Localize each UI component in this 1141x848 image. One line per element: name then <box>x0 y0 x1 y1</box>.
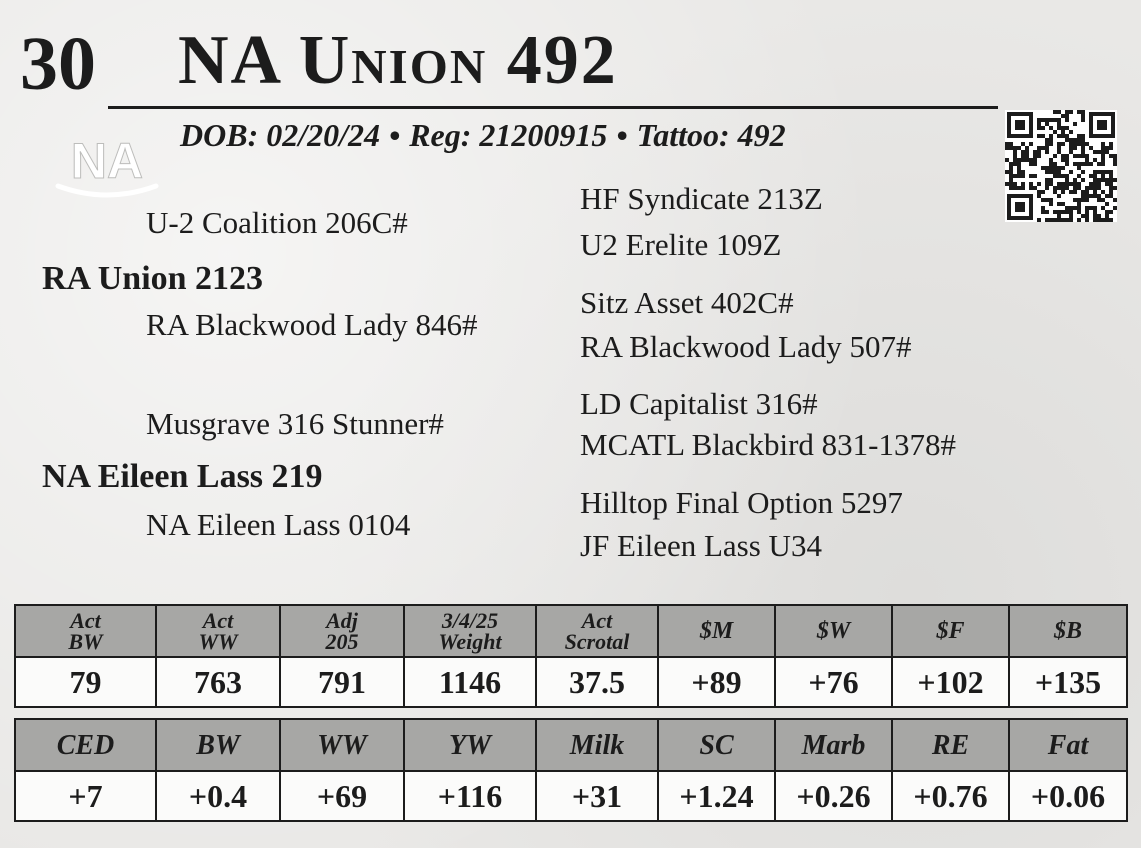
dam-sire: Musgrave 316 Stunner# <box>146 406 444 441</box>
dam-dam: NA Eileen Lass 0104 <box>146 507 411 542</box>
lot-number: 30 <box>20 22 96 106</box>
tattoo: Tattoo: 492 <box>636 117 786 153</box>
header-yw: YW <box>404 719 536 771</box>
header-line: Act <box>70 608 101 633</box>
header-re: RE <box>892 719 1009 771</box>
value-act-scrotal: 37.5 <box>536 657 658 707</box>
value-re: +0.76 <box>892 771 1009 821</box>
header-bw: BW <box>156 719 280 771</box>
header-line: BW <box>68 629 103 654</box>
dam-dam-sire: Hilltop Final Option 5297 <box>580 485 903 520</box>
separator: • <box>616 117 628 153</box>
value-dollar-f: +102 <box>892 657 1009 707</box>
header-dollar-f: $F <box>892 605 1009 657</box>
dam-dam-dam: JF Eileen Lass U34 <box>580 528 822 563</box>
value-ced: +7 <box>15 771 156 821</box>
performance-header-row <box>15 605 1127 657</box>
header-line: Weight <box>438 629 502 654</box>
header-line: Adj <box>326 608 358 633</box>
sire-dam: RA Blackwood Lady 846# <box>146 307 478 342</box>
header-line: Scrotal <box>564 629 630 654</box>
header-milk: Milk <box>536 719 658 771</box>
qr-code[interactable] <box>1005 110 1117 222</box>
dob: DOB: 02/20/24 <box>180 117 380 153</box>
header-line: 205 <box>325 629 359 654</box>
id-line <box>180 116 786 154</box>
header-weight <box>404 605 536 657</box>
header-dollar-m: $M <box>658 605 775 657</box>
value-act-bw: 79 <box>15 657 156 707</box>
separator: • <box>389 117 401 153</box>
value-milk: +31 <box>536 771 658 821</box>
sire-sire-sire: HF Syndicate 213Z <box>580 181 823 216</box>
value-marb: +0.26 <box>775 771 892 821</box>
animal-name: NA Union 492 <box>178 22 618 99</box>
dam-sire-sire: LD Capitalist 316# <box>580 386 818 421</box>
header-sc: SC <box>658 719 775 771</box>
header-dollar-w: $W <box>775 605 892 657</box>
title-divider <box>108 106 998 109</box>
dam-name: NA Eileen Lass 219 <box>42 458 323 495</box>
header-line: Act <box>581 608 613 633</box>
header-act-scrotal <box>536 605 658 657</box>
header-act-bw <box>15 605 156 657</box>
value-fat: +0.06 <box>1009 771 1127 821</box>
sire-dam-sire: Sitz Asset 402C# <box>580 285 794 320</box>
sire-sire: U-2 Coalition 206C# <box>146 205 408 240</box>
logo-text: NA <box>70 133 144 189</box>
sire-name: RA Union 2123 <box>42 260 264 297</box>
header-dollar-b: $B <box>1009 605 1127 657</box>
sire-dam-dam: RA Blackwood Lady 507# <box>580 329 912 364</box>
dam-sire-dam: MCATL Blackbird 831-1378# <box>580 427 956 462</box>
value-act-ww: 763 <box>156 657 280 707</box>
header-line: 3/4/25 <box>441 608 499 633</box>
epd-value-row <box>15 771 1127 821</box>
value-adj-205: 791 <box>280 657 404 707</box>
header-ww: WW <box>280 719 404 771</box>
value-dollar-m: +89 <box>658 657 775 707</box>
registration-number: Reg: 21200915 <box>409 117 608 153</box>
header-act-ww <box>156 605 280 657</box>
header-line: Act <box>202 608 234 633</box>
value-yw: +116 <box>404 771 536 821</box>
value-dollar-b: +135 <box>1009 657 1127 707</box>
ranch-logo <box>52 126 162 206</box>
header-fat: Fat <box>1009 719 1127 771</box>
header-line: WW <box>198 629 238 654</box>
epd-header-row <box>15 719 1127 771</box>
sire-sire-dam: U2 Erelite 109Z <box>580 227 782 262</box>
value-ww: +69 <box>280 771 404 821</box>
header-ced: CED <box>15 719 156 771</box>
value-sc: +1.24 <box>658 771 775 821</box>
epd-table <box>14 718 1128 822</box>
performance-value-row <box>15 657 1127 707</box>
header-marb: Marb <box>775 719 892 771</box>
value-bw: +0.4 <box>156 771 280 821</box>
header-adj-205 <box>280 605 404 657</box>
value-weight: 1146 <box>404 657 536 707</box>
value-dollar-w: +76 <box>775 657 892 707</box>
performance-table <box>14 604 1128 708</box>
